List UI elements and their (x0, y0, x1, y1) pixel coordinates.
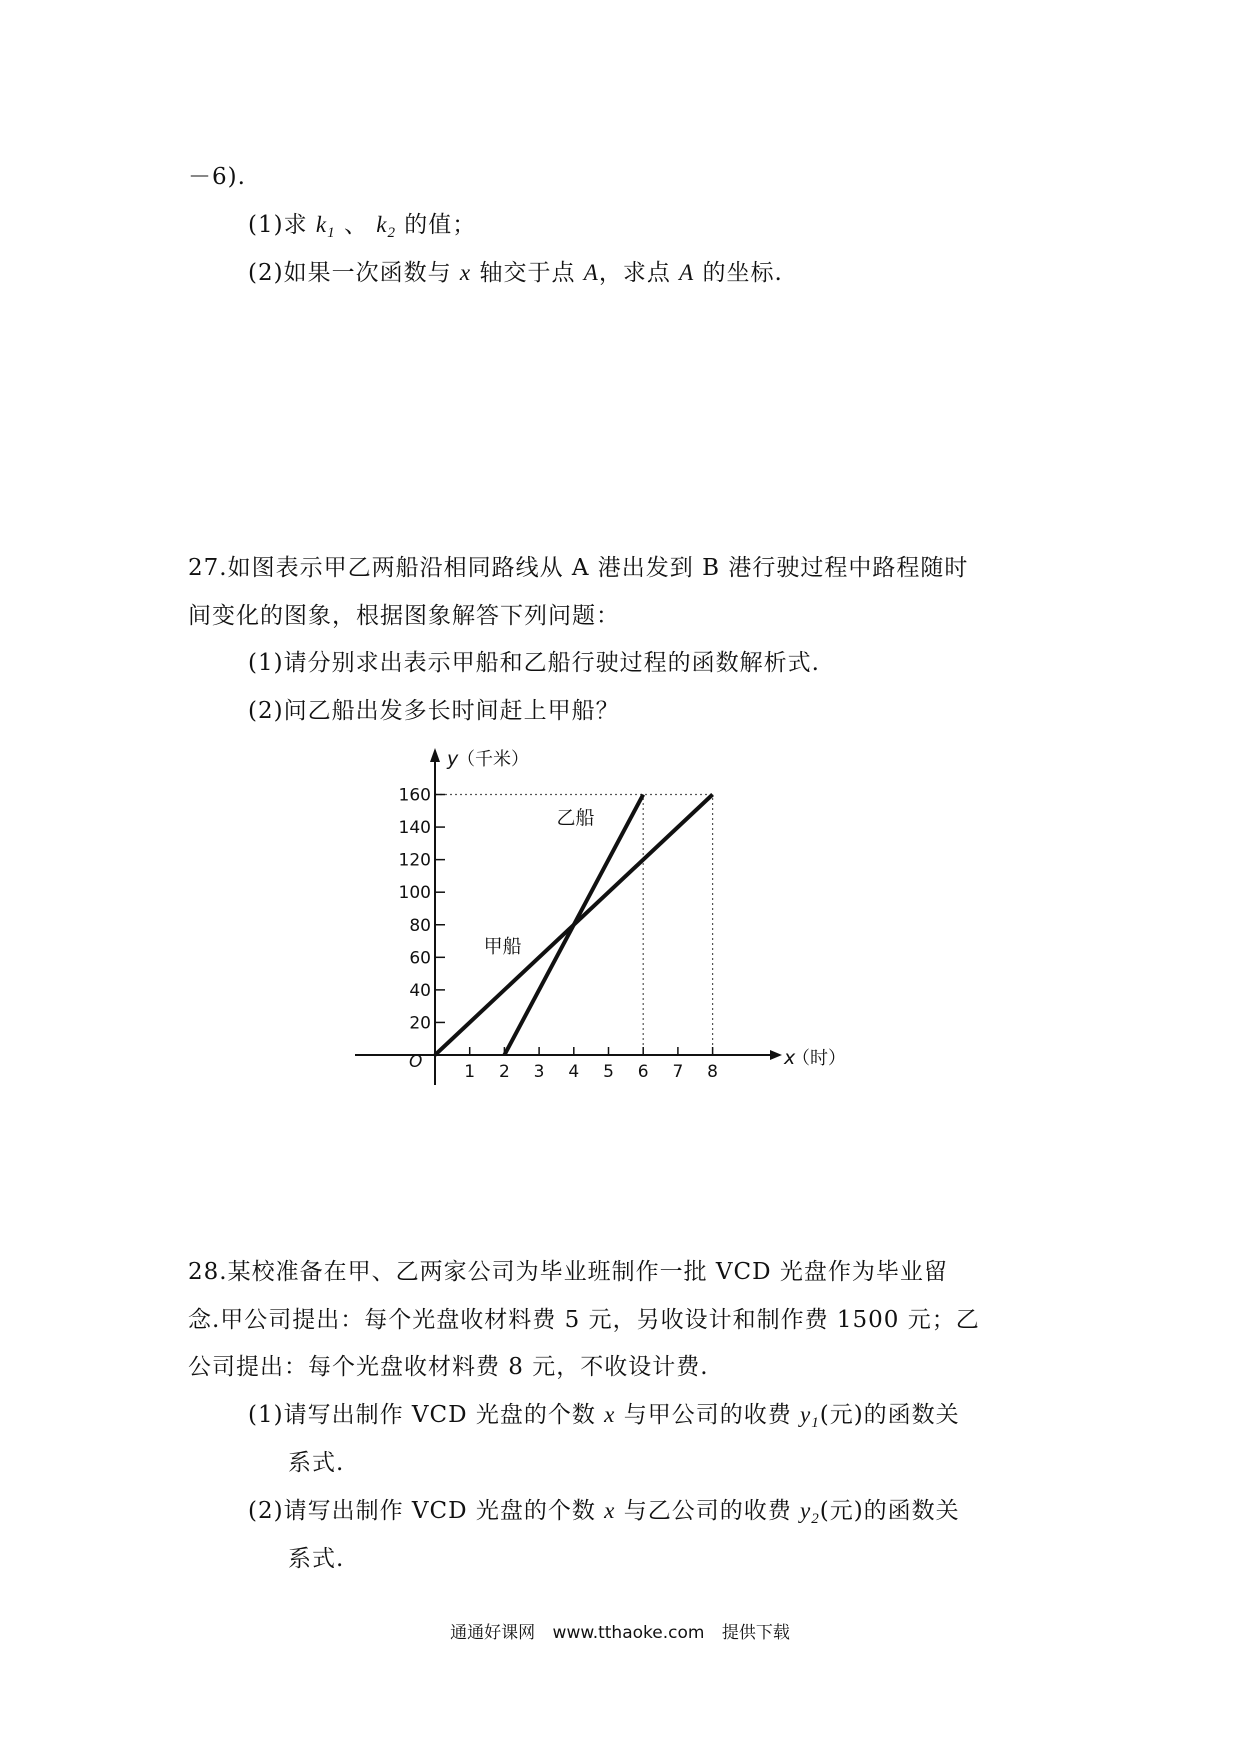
y-tick-label: 20 (409, 1013, 431, 1034)
q26-k1: $k_1$ (315, 212, 336, 241)
q26-point-a-2: A (679, 260, 695, 285)
y-tick-label: 140 (398, 818, 431, 839)
x-tick-label: 5 (603, 1062, 614, 1082)
q28-sub1-continued: 系式. (288, 1450, 345, 1476)
q26-var-x: x (459, 260, 472, 285)
q28-line1: 28.某校准备在甲、乙两家公司为毕业班制作一批 VCD 光盘作为毕业留 (188, 1259, 948, 1285)
x-axis-label-var: x (784, 1047, 796, 1069)
q26-point-a: A (583, 260, 599, 285)
q28-sub1-mid: 与甲公司的收费 (623, 1402, 792, 1428)
series-label-yi: 乙船 (556, 806, 595, 829)
q26-k2: $k_2$ (376, 212, 396, 241)
q28-sub1-lead: (1)请写出制作 VCD 光盘的个数 (248, 1402, 596, 1428)
q28-sub2-var-y2: $y_2$ (800, 1498, 820, 1527)
footer-note: 提供下载 (721, 1623, 790, 1643)
y-axis-label-unit: （千米） (457, 749, 529, 770)
distance-time-graph (330, 740, 846, 1090)
x-tick-label: 7 (672, 1062, 684, 1082)
q28-sub2-mid: 与乙公司的收费 (623, 1498, 792, 1524)
q28-sub2-continued: 系式. (288, 1546, 345, 1572)
q26-part2-mid2: ，求点 (598, 260, 671, 286)
q26-part2-tail: 的坐标. (702, 260, 783, 286)
y-tick-label: 40 (409, 980, 431, 1001)
q28-sub2-lead: (2)请写出制作 VCD 光盘的个数 (248, 1498, 596, 1524)
x-tick-label: 1 (464, 1062, 476, 1082)
carryover-text: －6). (188, 164, 246, 190)
y-tick-label: 120 (398, 850, 431, 871)
origin-label: O (409, 1052, 423, 1072)
q27-line1: 27.如图表示甲乙两船沿相同路线从 A 港出发到 B 港行驶过程中路程随时 (188, 555, 969, 581)
q28-sub2-tail: (元)的函数关 (819, 1498, 960, 1524)
y-tick-label: 80 (409, 915, 431, 936)
q28-sub2-var-x: x (604, 1498, 616, 1523)
footer-url[interactable]: www.tthaoke.com (552, 1623, 705, 1643)
q26-part1-lead: (1)求 (248, 212, 308, 238)
q26-part2-lead: (2)如果一次函数与 (248, 260, 452, 286)
x-tick-label: 3 (533, 1062, 545, 1082)
x-tick-label: 4 (568, 1062, 580, 1082)
y-axis-arrow-icon (430, 748, 440, 762)
x-axis-arrow-icon (770, 1050, 782, 1060)
x-tick-label: 6 (637, 1062, 649, 1082)
x-tick-label: 8 (707, 1062, 719, 1082)
y-tick-label: 100 (398, 883, 431, 904)
q28-sub2 (248, 1496, 960, 1534)
x-tick-label: 2 (498, 1062, 510, 1082)
axis-labels (399, 748, 846, 1082)
q26-part1-tail: 的值； (404, 212, 477, 238)
series-label-jia: 甲船 (483, 935, 522, 958)
q27-sub1: (1)请分别求出表示甲船和乙船行驶过程的函数解析式. (248, 650, 820, 676)
q28-sub1-var-y1: $y_1$ (800, 1402, 820, 1431)
q26-part1 (248, 210, 476, 248)
q27-line2: 间变化的图象，根据图象解答下列问题： (188, 603, 620, 629)
q26-part2 (248, 258, 783, 288)
q26-separator: 、 (343, 212, 368, 238)
y-tick-label: 160 (398, 785, 431, 806)
series-line-1 (504, 795, 643, 1055)
q28-sub1-var-x: x (604, 1402, 616, 1427)
y-tick-label: 60 (409, 948, 431, 969)
q28-line2: 念.甲公司提出：每个光盘收材料费 5 元，另收设计和制作费 1500 元；乙 (188, 1307, 980, 1333)
page-footer (0, 1618, 1240, 1643)
q26-part2-mid: 轴交于点 (479, 260, 576, 286)
q27-sub2: (2)问乙船出发多长时间赶上甲船？ (248, 698, 620, 724)
series-lines (435, 795, 713, 1055)
q28-line3: 公司提出：每个光盘收材料费 8 元，不收设计费. (188, 1354, 709, 1380)
footer-site-name: 通通好课网 (450, 1623, 536, 1643)
q28-sub1 (248, 1400, 960, 1438)
y-axis-label-var: y (447, 748, 459, 770)
q28-sub1-tail: (元)的函数关 (819, 1402, 960, 1428)
x-axis-label-unit: （时） (792, 1048, 846, 1069)
